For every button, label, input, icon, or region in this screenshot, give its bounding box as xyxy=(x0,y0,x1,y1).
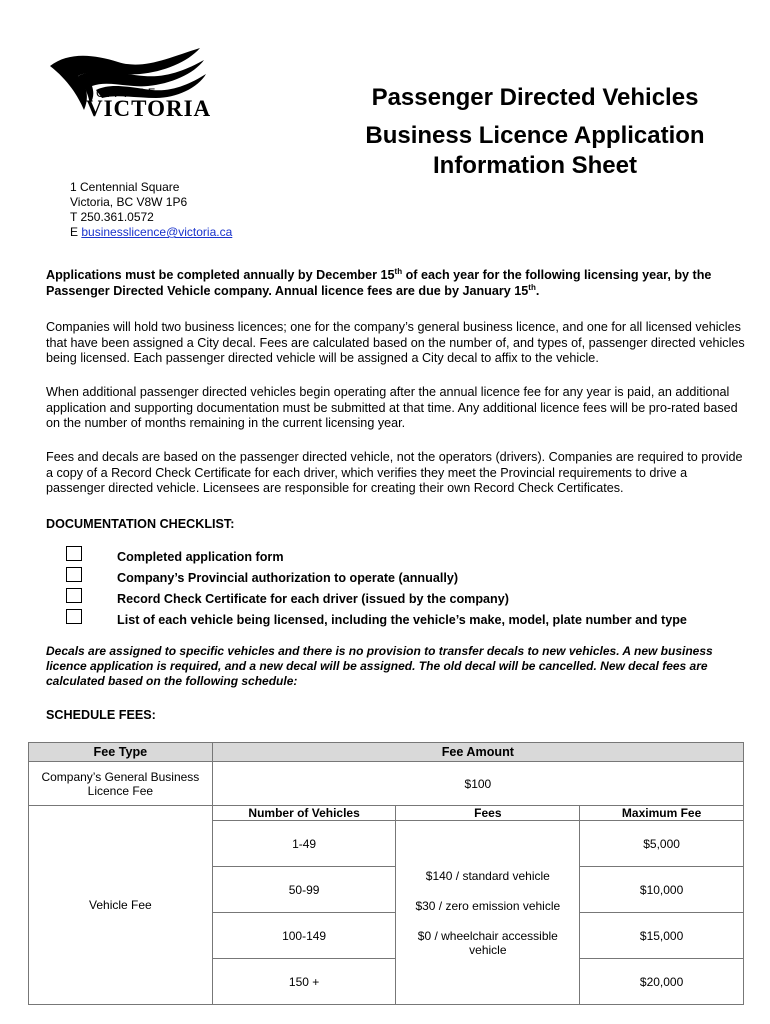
checkbox[interactable] xyxy=(66,567,82,582)
subheader-maximum-fee: Maximum Fee xyxy=(580,806,744,821)
checklist-item-label: List of each vehicle being licensed, including the vehicle’s make, model, plate number and type xyxy=(117,613,687,627)
checklist-item-label: Completed application form xyxy=(117,550,284,564)
vehicle-max-fee: $15,000 xyxy=(580,913,744,959)
vehicle-max-fee: $20,000 xyxy=(580,959,744,1005)
checkbox[interactable] xyxy=(66,546,82,561)
logo-city-text: CITY OF xyxy=(96,86,158,100)
checklist-item-label: Record Check Certificate for each driver (issued by the company) xyxy=(117,592,509,606)
schedule-heading: SCHEDULE FEES: xyxy=(46,708,156,722)
paragraph-licences: Companies will hold two business licences; one for the company’s general business licence, and one for all licensed vehicles that have been assigned a City decal. Fees are calculated based on the number of, and types of, passenger directed vehicles being licensed. Each passenger directed vehicle will be assigned a City decal to affix to the vehicle. xyxy=(46,320,745,365)
intro-sup-1: th xyxy=(394,266,403,276)
address-email-line xyxy=(70,225,232,240)
address-street: 1 Centennial Square xyxy=(70,180,180,194)
fee-wheelchair: $0 / wheelchair accessible vehicle xyxy=(417,929,558,957)
intro-part-3: . xyxy=(535,283,540,298)
checklist-item-label: Company’s Provincial authorization to operate (annually) xyxy=(117,571,459,585)
paragraph-decals: Fees and decals are based on the passenger directed vehicle, not the operators (drivers). Companies are required to provide a copy of a Record Check Certificate for each driver, which verifies they meet the Provincial requirements to drive a passenger directed vehicle. Licensees are responsible for creating their own Record Check Certificates. xyxy=(46,450,743,495)
page-subtitle-2: Information Sheet xyxy=(432,152,637,179)
table-row xyxy=(29,762,744,806)
table-header-row xyxy=(29,743,744,762)
vehicle-range: 50-99 xyxy=(212,867,396,913)
header-fee-type: Fee Type xyxy=(29,743,213,762)
schedule-fees-table xyxy=(28,742,744,1005)
intro-paragraph xyxy=(46,268,746,299)
logo-victoria-text: VICTORIA xyxy=(86,96,212,121)
email-link[interactable]: businesslicence@victoria.ca xyxy=(81,225,233,239)
subheader-number-of-vehicles: Number of Vehicles xyxy=(212,806,396,821)
checklist-heading: DOCUMENTATION CHECKLIST: xyxy=(46,517,235,531)
vehicle-fee-label: Vehicle Fee xyxy=(29,806,213,1005)
vehicle-fees-cell xyxy=(396,821,580,1005)
fee-zero-emission: $30 / zero emission vehicle xyxy=(415,899,561,913)
email-prefix: E xyxy=(70,225,79,239)
vehicle-range: 100-149 xyxy=(212,913,396,959)
general-licence-label: Company’s General Business Licence Fee xyxy=(29,762,213,806)
decal-note: Decals are assigned to specific vehicles and there is no provision to transfer decals to new vehicles. A new business licence application is required, and a new decal will be assigned. The old decal will be cancelled. New decal fees are calculated based on the following schedule: xyxy=(46,644,713,688)
intro-part-1: Applications must be completed annually by December 15 xyxy=(46,268,395,282)
subheader-fees: Fees xyxy=(396,806,580,821)
vehicle-max-fee: $10,000 xyxy=(580,867,744,913)
page-title: Passenger Directed Vehicles xyxy=(371,84,699,111)
vehicle-range: 150 + xyxy=(212,959,396,1005)
fee-standard: $140 / standard vehicle xyxy=(425,869,550,883)
vehicle-max-fee: $5,000 xyxy=(580,821,744,867)
checkbox[interactable] xyxy=(66,588,82,603)
page-subtitle: Business Licence Application xyxy=(365,122,705,149)
intro-part-2: of each year for the following licensing year, by the Passenger Directed Vehicle company. Annual licence fees are due by January 15 xyxy=(46,268,712,298)
address-phone: T 250.361.0572 xyxy=(70,210,154,224)
address-city: Victoria, BC V8W 1P6 xyxy=(70,195,188,209)
vehicle-range: 1-49 xyxy=(212,821,396,867)
intro-sup-2: th xyxy=(528,282,536,292)
general-licence-amount: $100 xyxy=(212,762,743,806)
header-fee-amount: Fee Amount xyxy=(212,743,743,762)
paragraph-additional: When additional passenger directed vehicles begin operating after the annual licence fee for any year is paid, an additional application and supporting documentation must be submitted at that time. Any additional licence fees will be pro-rated based on the number of months remaining in the current licensing year. xyxy=(46,385,738,430)
table-subheader-row xyxy=(29,806,744,821)
checkbox[interactable] xyxy=(66,609,82,624)
contact-address xyxy=(70,180,232,240)
